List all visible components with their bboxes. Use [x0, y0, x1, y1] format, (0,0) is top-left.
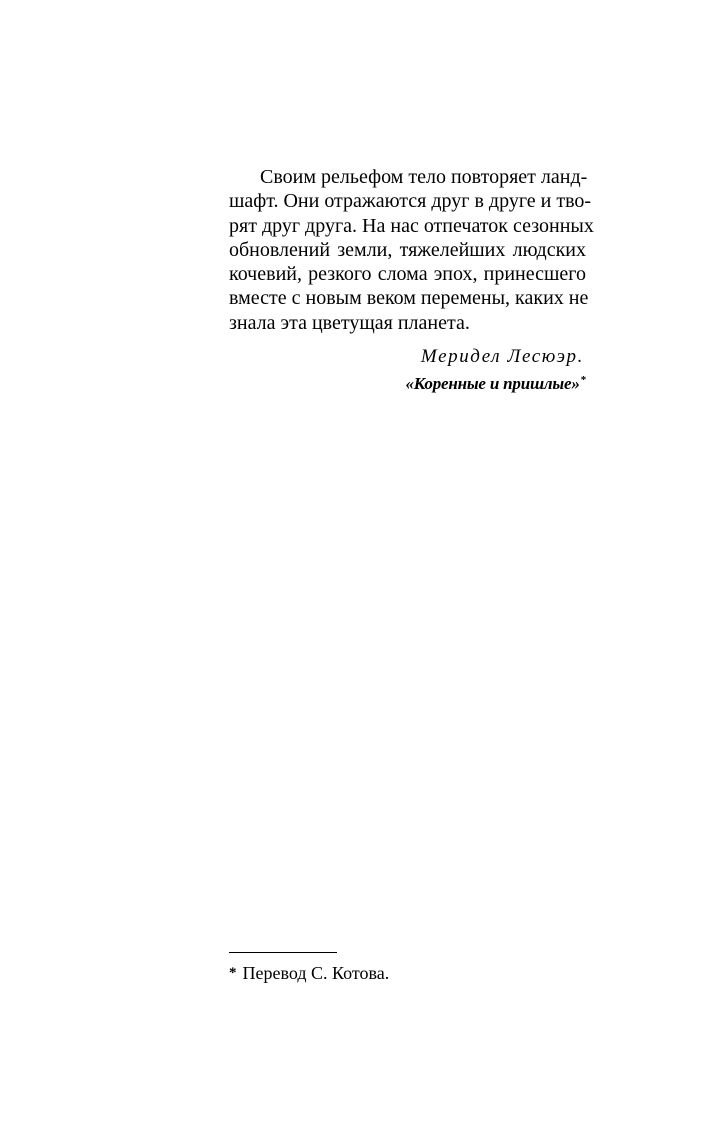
epigraph-source-line	[229, 369, 586, 395]
epigraph-line: рят друг друга. На нас отпечаток сезонных	[229, 214, 594, 237]
footnote-text: Перевод С. Котова.	[242, 963, 390, 983]
epigraph-source: «Коренные и пришлые»	[405, 374, 580, 394]
footnote-divider	[229, 952, 337, 953]
epigraph-line: знала эта цветущая планета.	[229, 311, 470, 334]
footnote-mark: *	[229, 965, 237, 981]
footnote-reference-mark: *	[580, 374, 586, 387]
epigraph	[229, 165, 594, 395]
epigraph-line: обновлений земли, тяжелейших людских	[229, 238, 586, 261]
footnote	[229, 961, 389, 985]
epigraph-line: кочевий, резкого слома эпох, принесшего	[229, 263, 586, 286]
epigraph-line: шафт. Они отражаются друг в друге и тво-	[229, 190, 592, 213]
epigraph-line: вместе с новым веком перемены, каких не	[229, 287, 589, 310]
epigraph-author: Меридел Лесюэр.	[420, 346, 584, 368]
epigraph-attribution	[229, 344, 586, 395]
epigraph-line: Своим рельефом тело повторяет ланд-	[260, 166, 588, 188]
